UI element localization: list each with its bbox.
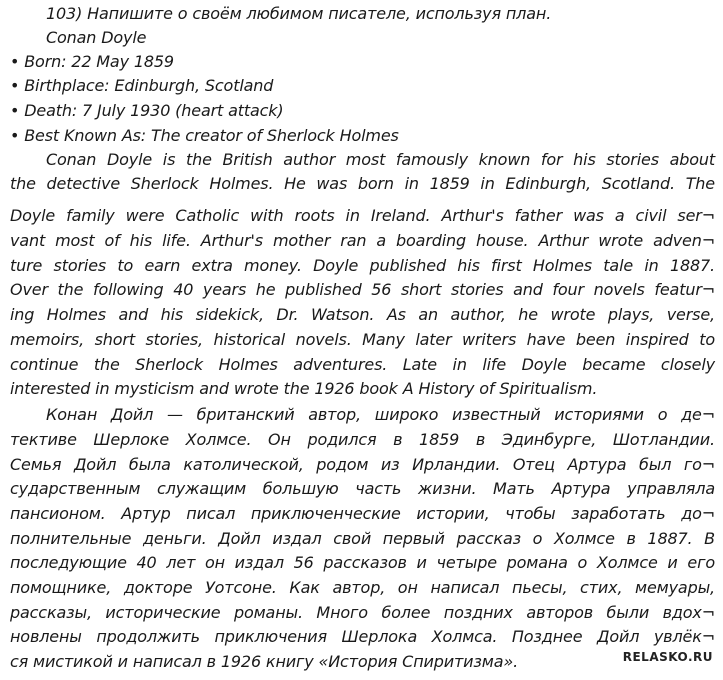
author-name: Conan Doyle bbox=[46, 28, 147, 47]
watermark: RELASKO.RU bbox=[622, 650, 713, 664]
russian-line: Семья Дойл была католической, родом из Ирландии. Отец Артура был го¬ bbox=[10, 455, 715, 474]
fact-death: • Death: 7 July 1930 (heart attack) bbox=[10, 101, 284, 120]
russian-line: рассказы, исторические романы. Много более поздних авторов были вдох¬ bbox=[10, 603, 715, 622]
russian-line: последующие 40 лет он издал 56 рассказов и четыре романа о Холмсе и его bbox=[10, 553, 715, 572]
english-line: ing Holmes and his sidekick, Dr. Watson. As an author, he wrote plays, verse, bbox=[10, 305, 715, 324]
russian-line: Конан Дойл — британский автор, широко известный историями о де¬ bbox=[46, 405, 715, 424]
english-line: interested in mysticism and wrote the 1926 book A History of Spiritualism. bbox=[10, 379, 598, 398]
english-line: ture stories to earn extra money. Doyle published his first Holmes tale in 1887. bbox=[10, 256, 715, 275]
fact-best-known: • Best Known As: The creator of Sherlock Holmes bbox=[10, 126, 399, 145]
russian-line: новлены продолжить приключения Шерлока Холмса. Позднее Дойл увлёк¬ bbox=[10, 627, 715, 646]
english-line: Over the following 40 years he published 56 short stories and four novels featur¬ bbox=[10, 280, 715, 299]
russian-line: помощнике, докторе Уотсоне. Как автор, он написал пьесы, стих, мемуары, bbox=[10, 578, 715, 597]
task-heading: 103) Напишите о своём любимом писателе, используя план. bbox=[46, 4, 552, 23]
fact-born: • Born: 22 May 1859 bbox=[10, 52, 174, 71]
english-line: vant most of his life. Arthur's mother ran a boarding house. Arthur wrote adven¬ bbox=[10, 231, 715, 250]
fact-birthplace: • Birthplace: Edinburgh, Scotland bbox=[10, 76, 274, 95]
russian-line: сударственным служащим большую часть жизни. Мать Артура управляла bbox=[10, 479, 715, 498]
english-line: Conan Doyle is the British author most famously known for his stories about bbox=[46, 150, 715, 169]
english-line: memoirs, short stories, historical novels. Many later writers have been inspired to bbox=[10, 330, 715, 349]
russian-line: пансионом. Артур писал приключенческие истории, чтобы заработать до¬ bbox=[10, 504, 715, 523]
russian-line: полнительные деньги. Дойл издал свой первый рассказ о Холмсе в 1887. В bbox=[10, 529, 715, 548]
english-line: Doyle family were Catholic with roots in Ireland. Arthur's father was a civil ser¬ bbox=[10, 206, 715, 225]
english-line: the detective Sherlock Holmes. He was born in 1859 in Edinburgh, Scotland. The bbox=[10, 174, 715, 193]
russian-line: ся мистикой и написал в 1926 книгу «История Спиритизма». bbox=[10, 652, 519, 671]
russian-line: тективе Шерлоке Холмсе. Он родился в 1859 в Эдинбурге, Шотландии. bbox=[10, 430, 715, 449]
english-line: continue the Sherlock Holmes adventures. Late in life Doyle became closely bbox=[10, 355, 715, 374]
